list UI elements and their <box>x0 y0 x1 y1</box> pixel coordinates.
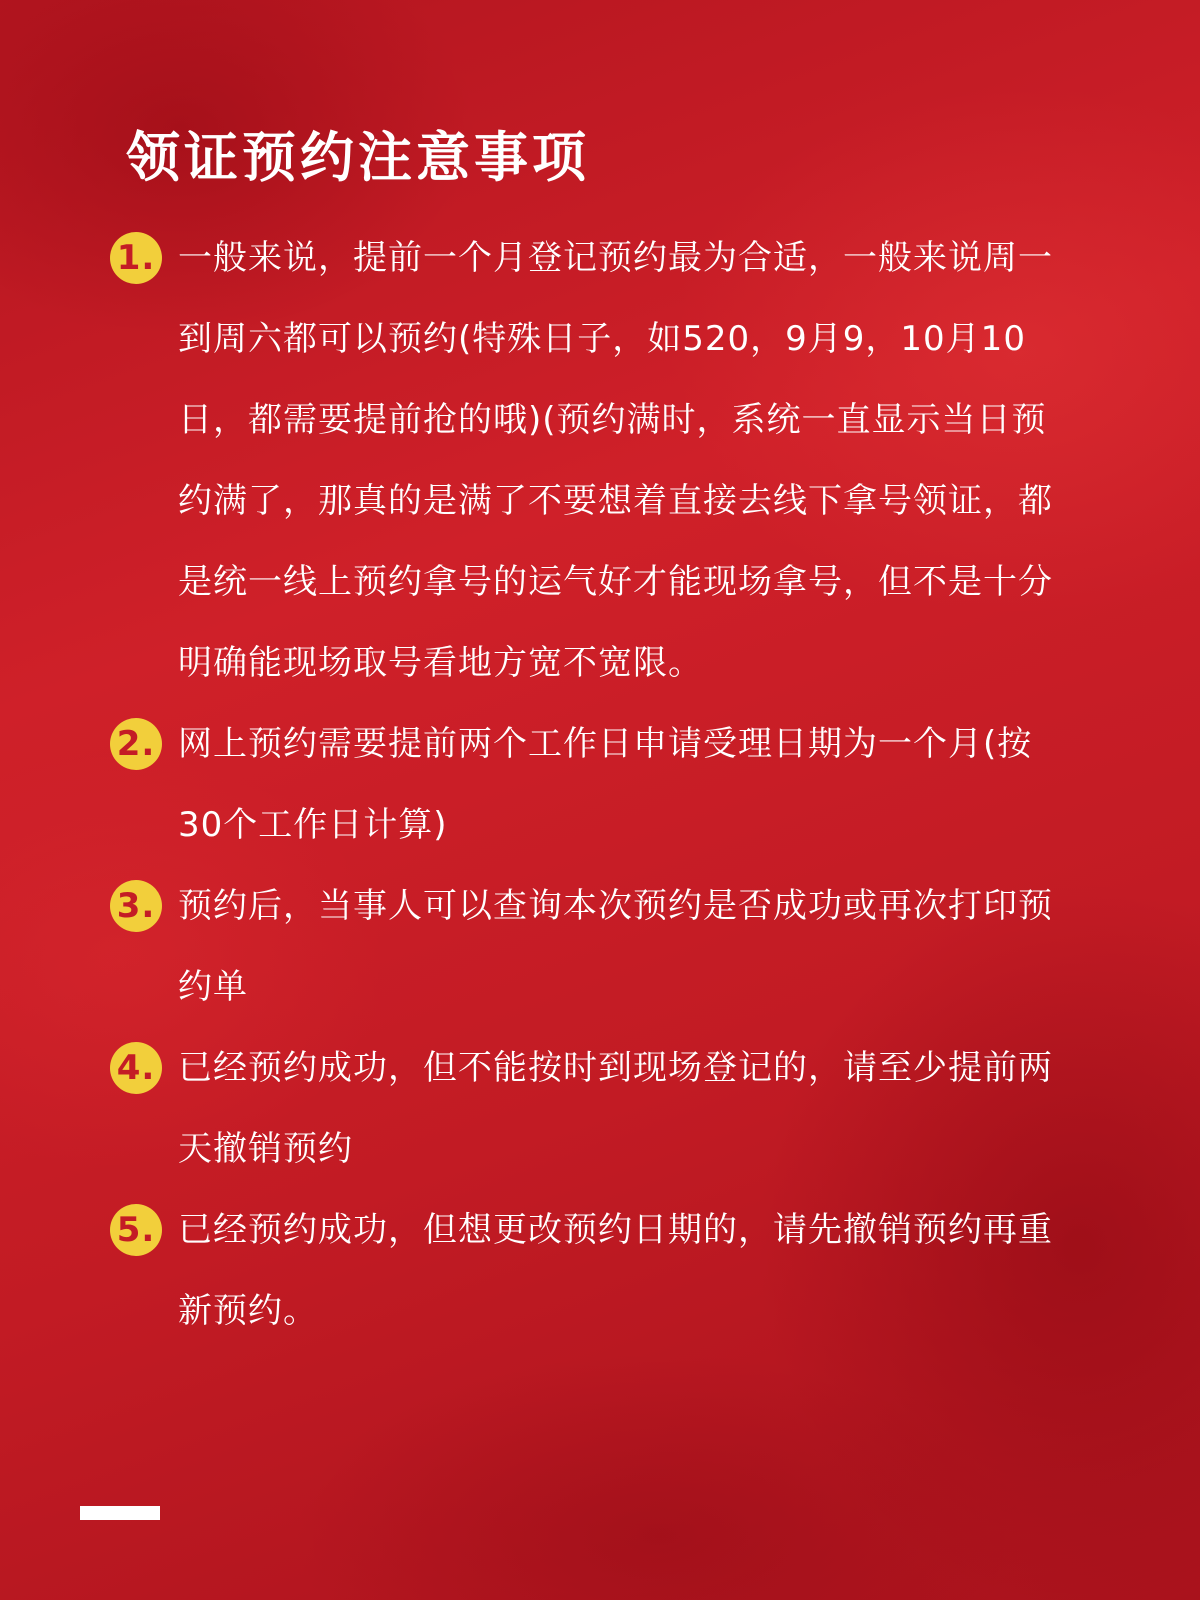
item-text: 已经预约成功，但想更改预约日期的，请先撤销预约再重新预约。 <box>178 1210 1053 1331</box>
list-item-4 <box>116 1028 1076 1190</box>
item-text: 预约后，当事人可以查询本次预约是否成功或再次打印预约单 <box>178 886 1053 1007</box>
item-text: 网上预约需要提前两个工作日申请受理日期为一个月(按30个工作日计算) <box>178 724 1033 845</box>
item-text: 一般来说，提前一个月登记预约最为合适，一般来说周一到周六都可以预约(特殊日子，如520，9月9，10月10日，都需要提前抢的哦)(预约满时，系统一直显示当日预约满了，那真的是满了不要想着直接去线下拿号领证，都是统一线上预约拿号的运气好才能现场拿号，但不是十分明确能现场取号看地方宽不宽限。 <box>178 238 1053 683</box>
decorative-bar <box>80 1506 160 1520</box>
notice-content <box>116 118 1076 1352</box>
list-item-2 <box>116 704 1076 866</box>
list-item-1 <box>116 218 1076 704</box>
number-badge: 2. <box>110 718 162 770</box>
page-title: 领证预约注意事项 <box>126 126 590 189</box>
number-badge: 5. <box>110 1204 162 1256</box>
list-item-3 <box>116 866 1076 1028</box>
number-badge: 3. <box>110 880 162 932</box>
number-badge: 1. <box>110 232 162 284</box>
list-item-5 <box>116 1190 1076 1352</box>
number-badge: 4. <box>110 1042 162 1094</box>
item-text: 已经预约成功，但不能按时到现场登记的，请至少提前两天撤销预约 <box>178 1048 1053 1169</box>
